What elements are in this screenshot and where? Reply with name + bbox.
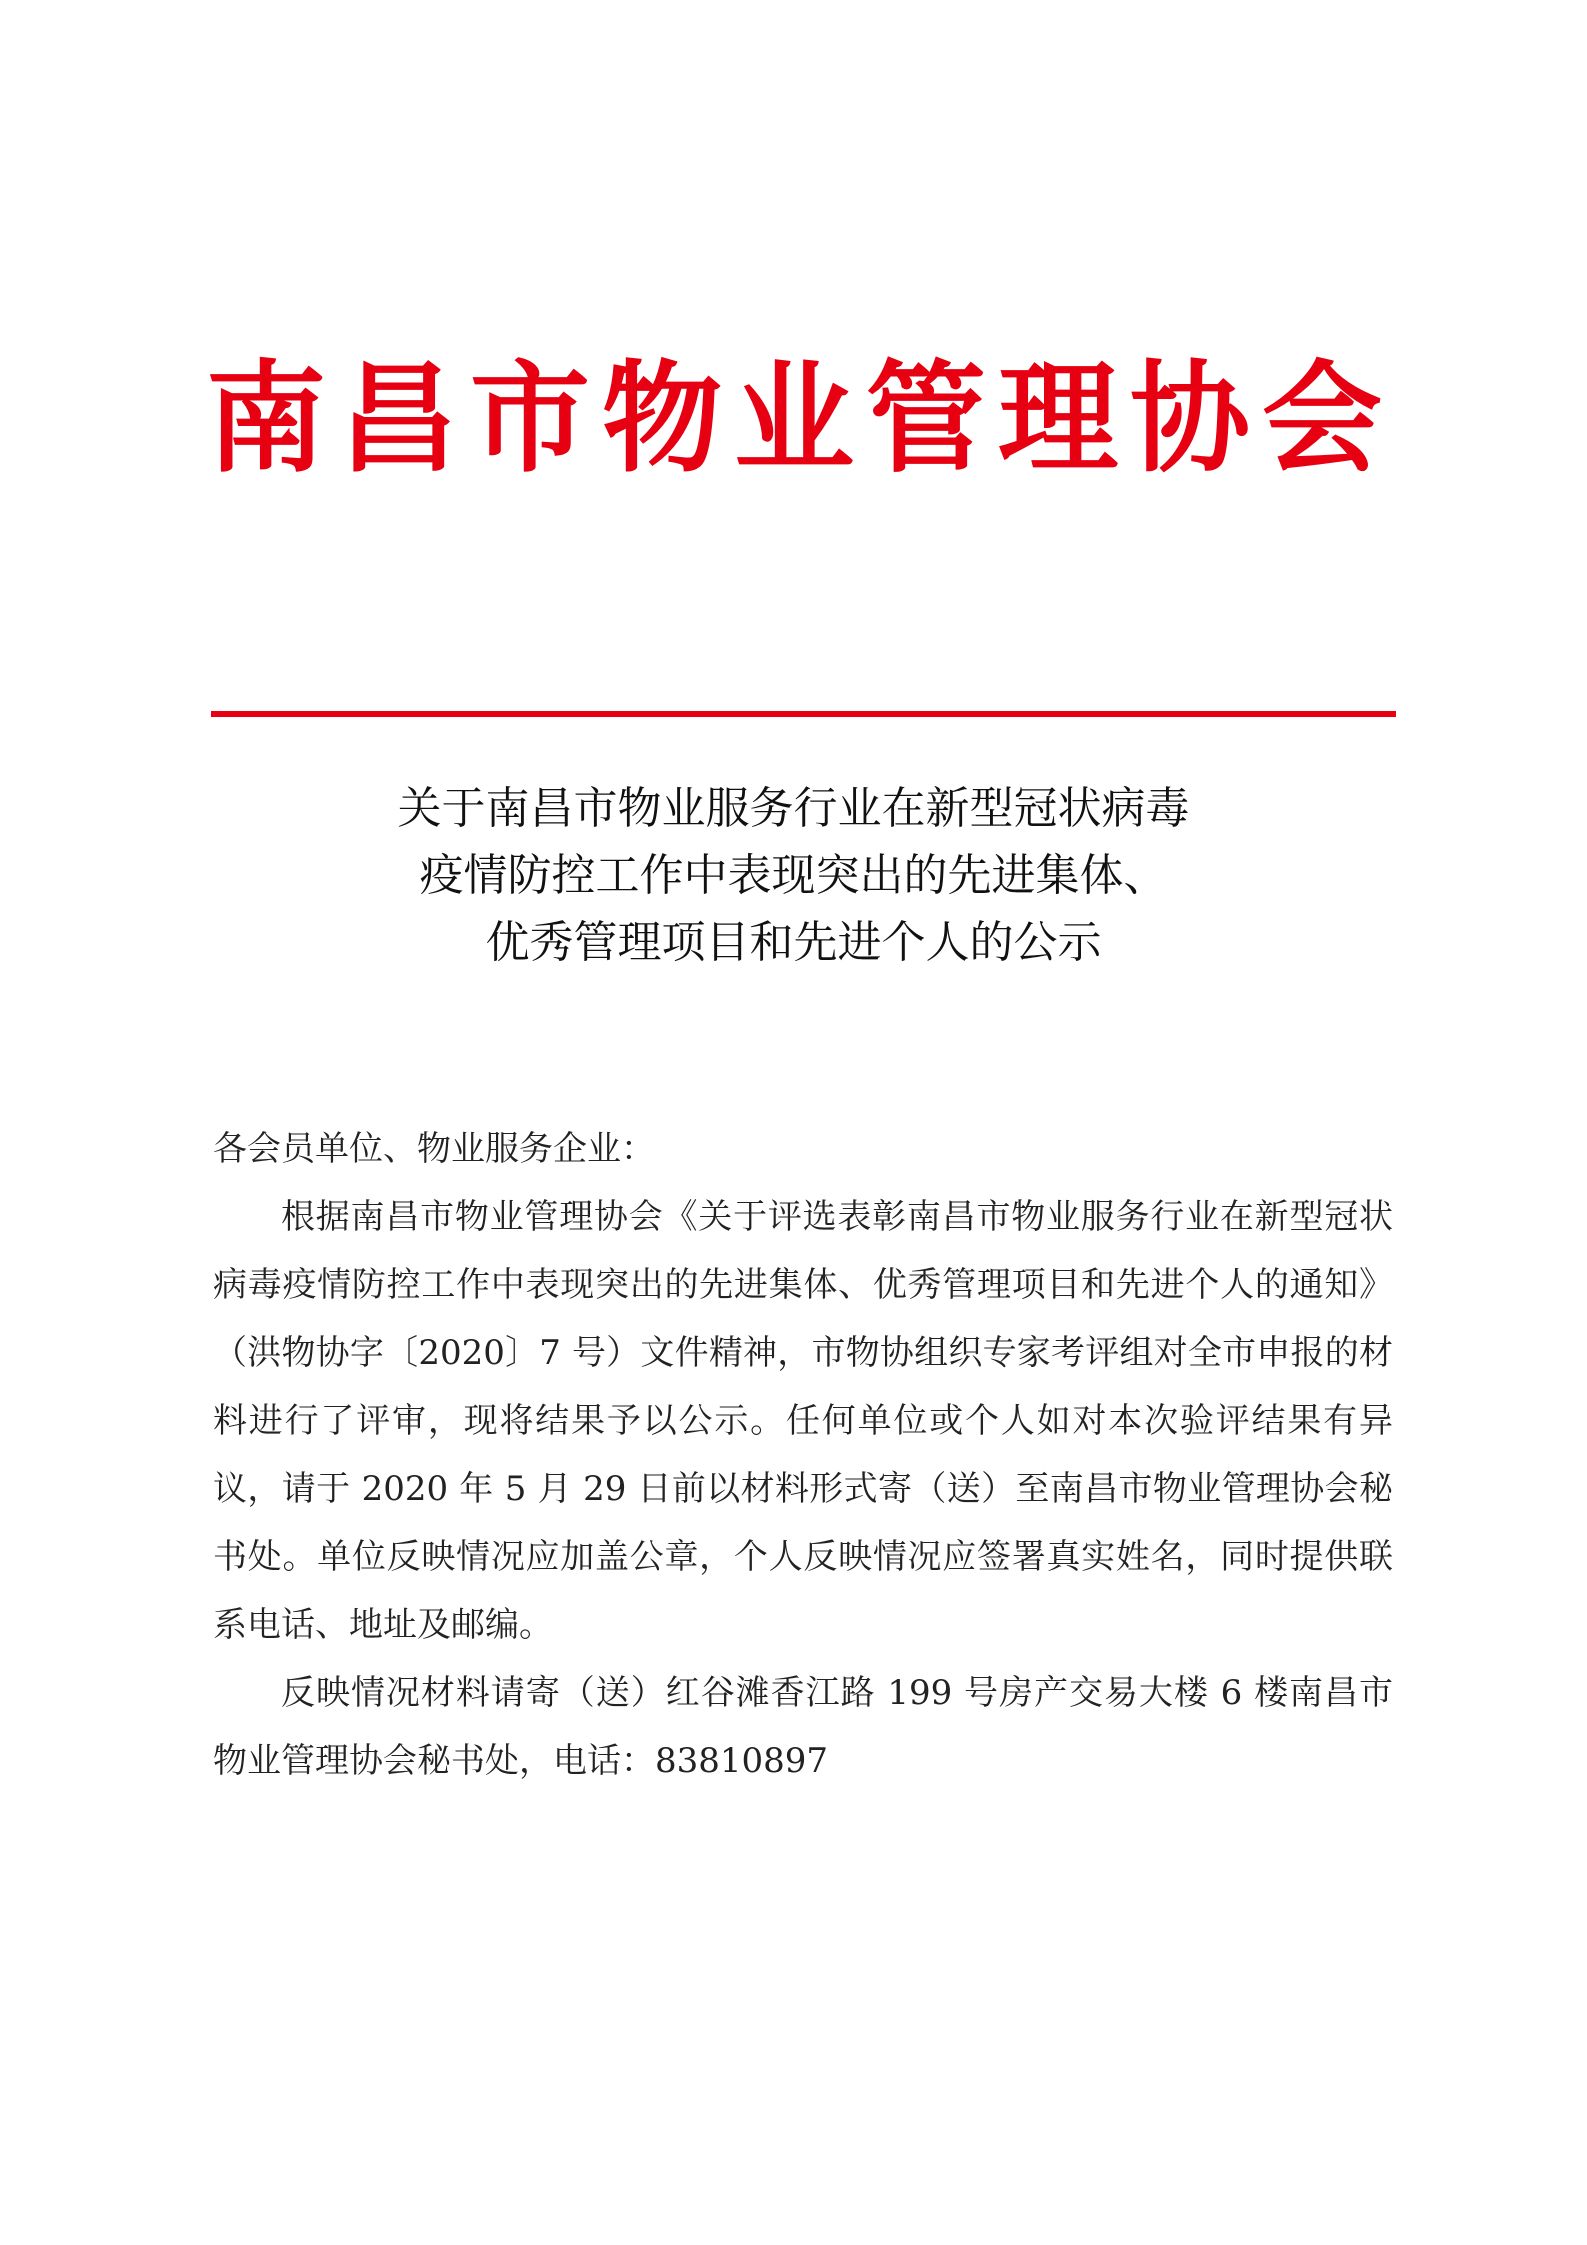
document-body [213, 1115, 1393, 1795]
title-line-2: 疫情防控工作中表现突出的先进集体、 [419, 850, 1168, 901]
letterhead-org-name: 南昌市物业管理协会 [206, 350, 1394, 489]
body-paragraph-1: 根据南昌市物业管理协会《关于评选表彰南昌市物业服务行业在新型冠状病毒疫情防控工作中表现突出的先进集体、优秀管理项目和先进个人的通知》（洪物协字〔2020〕7 号）文件精神，市物协组织专家考评组对全市申报的材料进行了评审，现将结果予以公示。任何单位或个人如对本次验评结果有异议，请于 2020 年 5 月 29 日前以材料形式寄（送）至南昌市物业管理协会秘书处。单位反映情况应加盖公章，个人反映情况应签署真实姓名，同时提供联系电话、地址及邮编。 [213, 1197, 1393, 1645]
title-line-1: 关于南昌市物业服务行业在新型冠状病毒 [397, 783, 1190, 834]
title-line-3: 优秀管理项目和先进个人的公示 [485, 917, 1102, 968]
salutation: 各会员单位、物业服务企业： [213, 1129, 655, 1169]
letterhead-divider [211, 711, 1396, 717]
body-paragraph-2: 反映情况材料请寄（送）红谷滩香江路 199 号房产交易大楼 6 楼南昌市物业管理协会秘书处，电话：83810897 [213, 1673, 1393, 1781]
document-title [150, 775, 1437, 976]
